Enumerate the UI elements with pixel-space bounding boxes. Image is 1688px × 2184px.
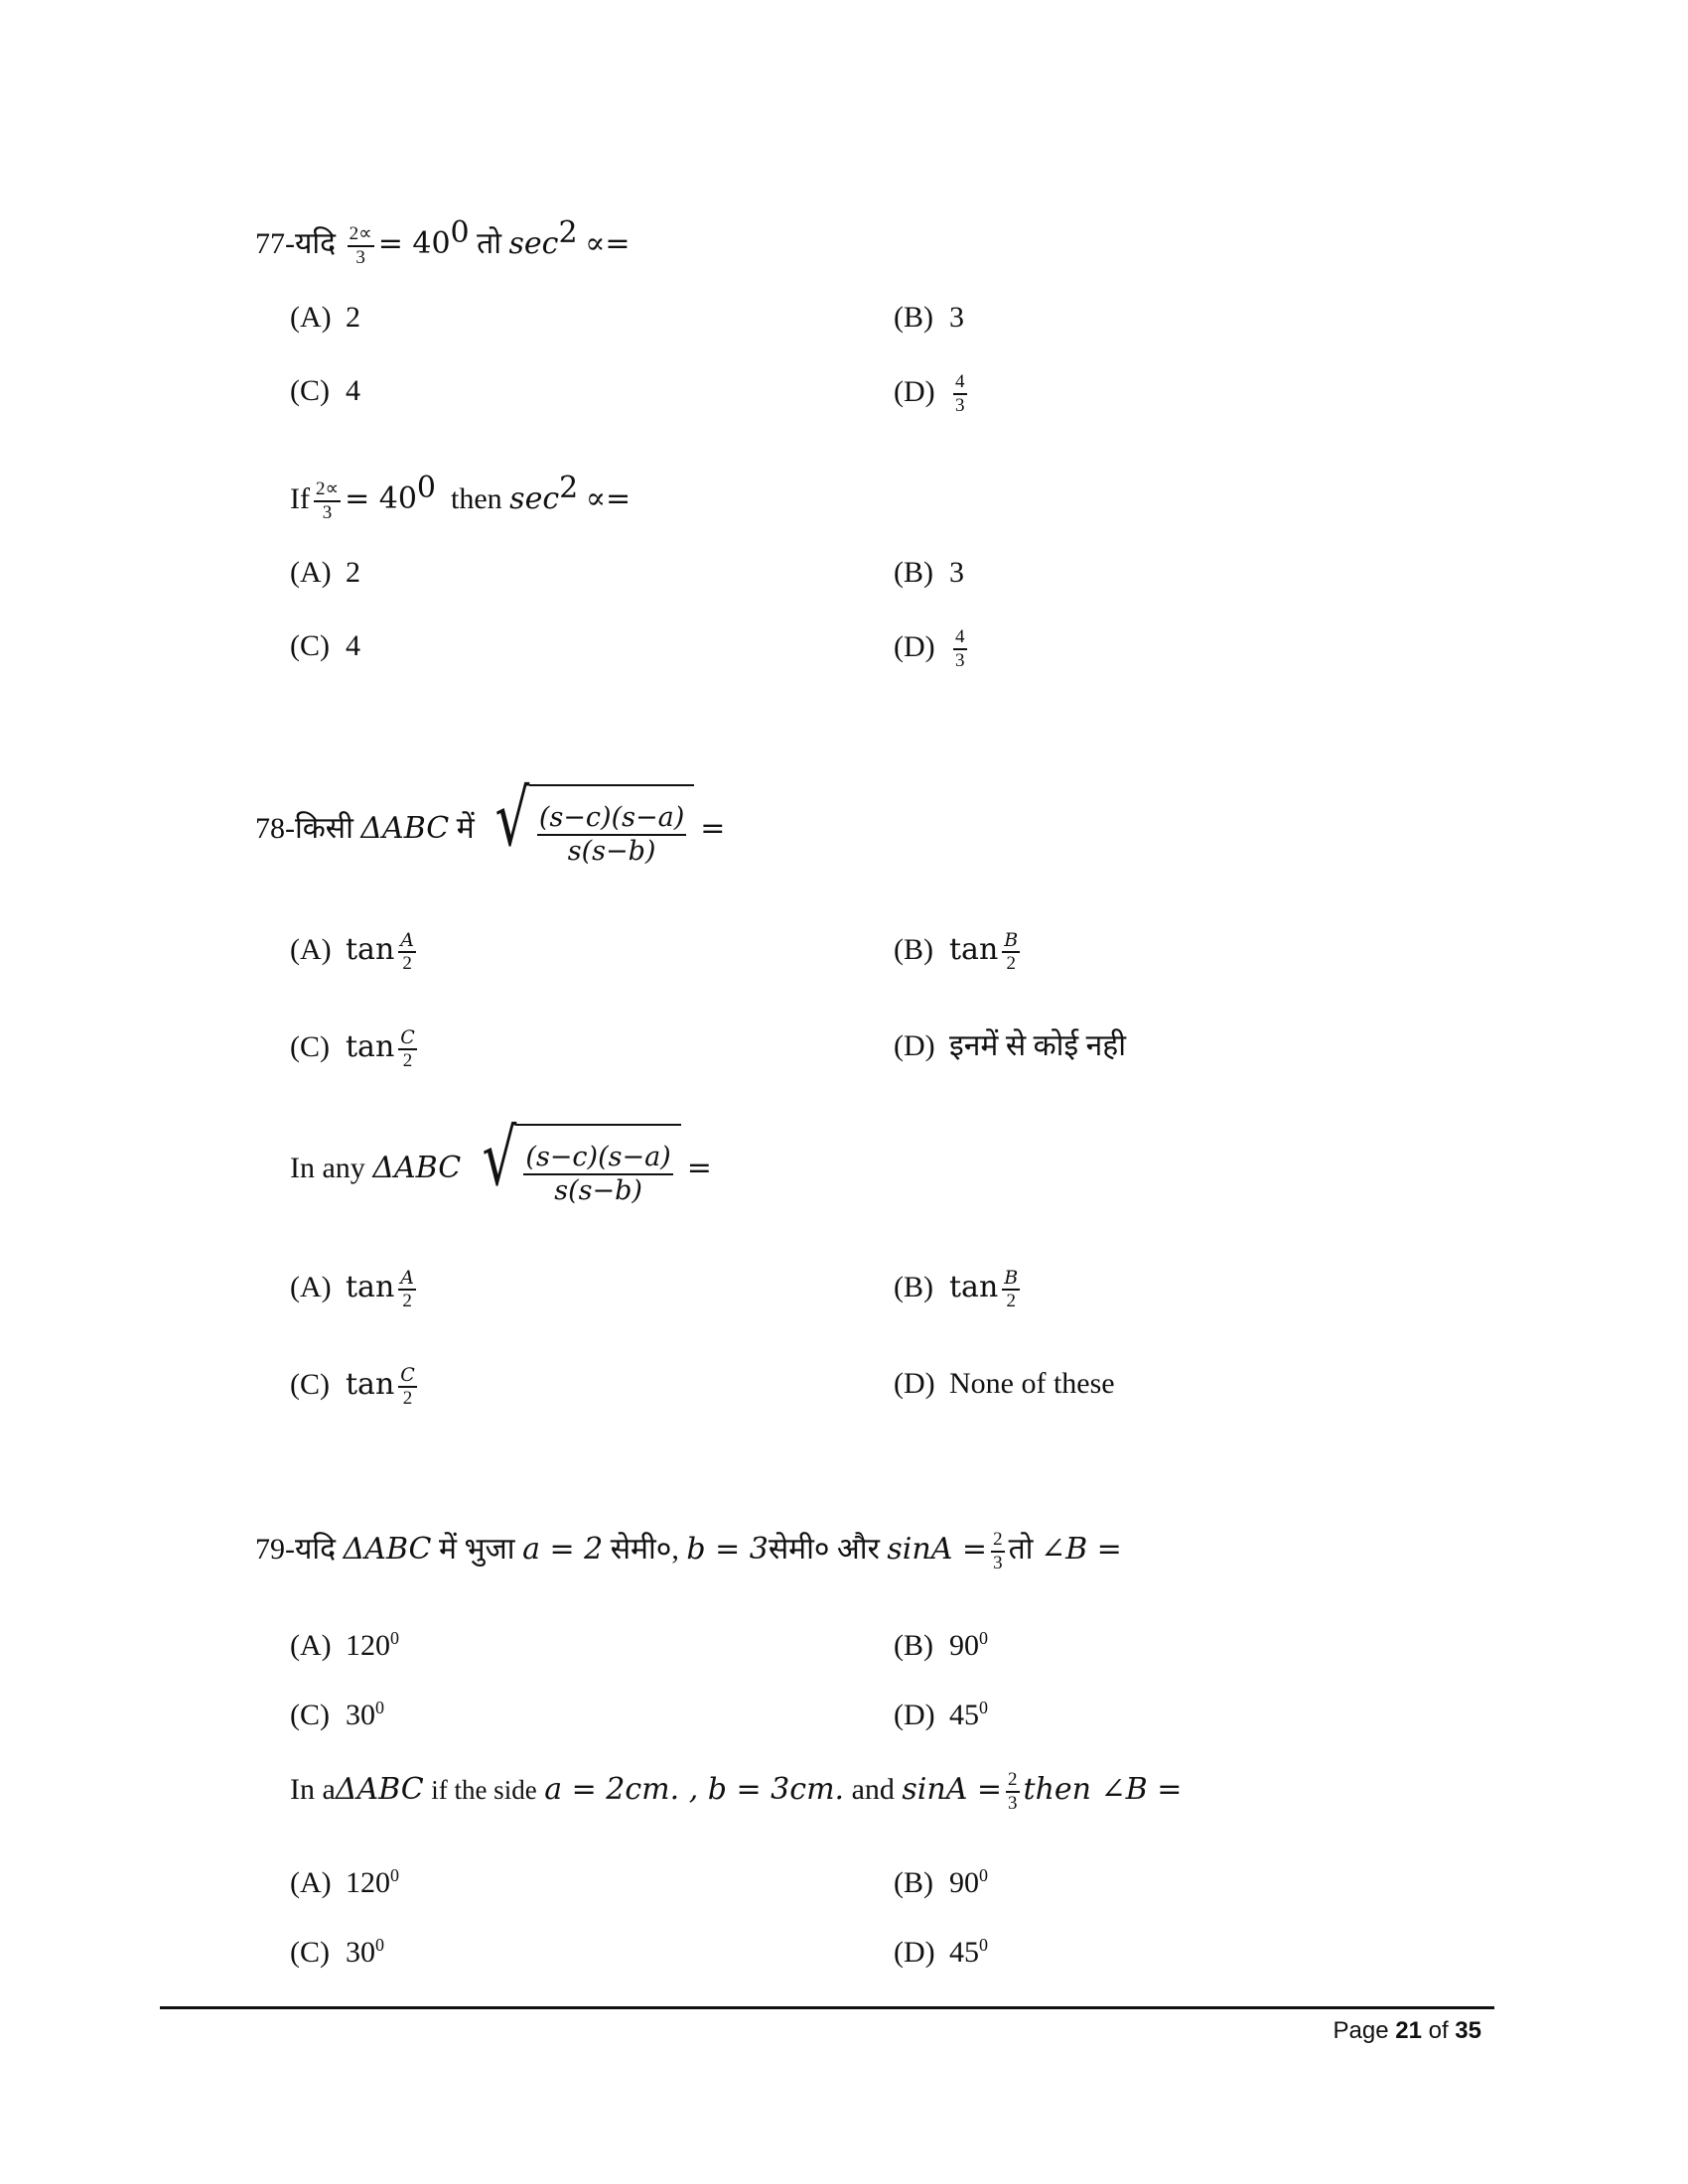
- option-label: (A): [290, 1866, 332, 1899]
- radical-sign: √: [494, 774, 530, 865]
- denominator: 2: [402, 1050, 413, 1071]
- q77-english-question: [290, 469, 631, 524]
- text: में: [456, 812, 475, 845]
- denominator: 2: [402, 953, 412, 974]
- q79-en-option-a[interactable]: [290, 1855, 399, 1903]
- text: यदि: [295, 1532, 337, 1566]
- denominator: 2: [1006, 1291, 1016, 1311]
- math: a = 2: [522, 1531, 604, 1567]
- option-label: (D): [894, 629, 935, 663]
- option-label: (D): [894, 374, 935, 408]
- option-label: (B): [894, 932, 933, 966]
- math: tan: [346, 1028, 395, 1064]
- text: किसी: [295, 812, 353, 845]
- numerator: (s−c)(s−a): [523, 1142, 672, 1175]
- math: sec: [509, 481, 560, 516]
- q78-hindi-question: [255, 774, 726, 878]
- numerator: C: [400, 1026, 415, 1048]
- q78-english-question: [290, 1114, 712, 1217]
- math: ΔABC: [360, 811, 450, 846]
- numerator: 4: [953, 626, 967, 650]
- option-label: (B): [894, 1866, 933, 1899]
- fraction: [398, 1026, 417, 1072]
- superscript: 0: [390, 1628, 399, 1648]
- q78-option-b[interactable]: [894, 929, 1024, 975]
- option-value: 3: [949, 556, 964, 589]
- option-label: (A): [290, 556, 332, 589]
- option-value: 30: [346, 1699, 375, 1731]
- text: ∝=: [585, 481, 632, 516]
- denominator: 3: [322, 502, 333, 524]
- fraction: [1002, 1267, 1020, 1312]
- numerator: A: [400, 1267, 414, 1289]
- option-label: (D): [894, 1029, 935, 1062]
- q78-option-c[interactable]: [290, 1026, 421, 1072]
- option-label: (C): [290, 1699, 330, 1731]
- q77-option-c[interactable]: [290, 371, 360, 411]
- math: tan: [949, 931, 999, 967]
- q79-hindi-question: [255, 1529, 1122, 1574]
- text: In any: [290, 1152, 365, 1184]
- superscript: 0: [375, 1935, 384, 1955]
- fraction: [523, 1142, 672, 1207]
- text: तो: [477, 227, 502, 260]
- option-label: (A): [290, 1270, 332, 1303]
- q77-en-option-b[interactable]: [894, 553, 964, 593]
- superscript: 0: [979, 1865, 988, 1885]
- math: tan: [346, 1366, 395, 1402]
- option-label: (C): [290, 1029, 330, 1063]
- fraction: [348, 223, 374, 269]
- text: then: [451, 482, 502, 515]
- q77-hindi-question: [255, 213, 631, 269]
- option-value: 45: [949, 1699, 979, 1731]
- superscript: 0: [979, 1935, 988, 1955]
- option-label: (B): [894, 301, 933, 334]
- option-label: (B): [894, 1629, 933, 1662]
- text: = 40: [377, 226, 451, 261]
- option-value: इनमें से कोई नही: [949, 1029, 1126, 1062]
- option-label: (C): [290, 374, 330, 407]
- option-value: 4: [346, 629, 360, 662]
- denominator: 2: [402, 1388, 413, 1409]
- q77-option-d[interactable]: [894, 371, 971, 417]
- fraction: [991, 1529, 1005, 1574]
- numerator: A: [400, 929, 414, 951]
- text: =: [686, 1151, 712, 1185]
- option-value: 2: [346, 556, 360, 589]
- option-value: 2: [346, 301, 360, 334]
- text: में भुजा: [439, 1532, 515, 1566]
- text: सेमी० और: [768, 1532, 880, 1566]
- option-label: (A): [290, 932, 332, 966]
- option-label: (C): [290, 1936, 330, 1969]
- q79-english-question: [290, 1769, 1182, 1815]
- question-number: 79-: [255, 1532, 295, 1566]
- superscript: 0: [450, 215, 470, 250]
- option-value: 45: [949, 1936, 979, 1969]
- denominator: 3: [955, 650, 965, 671]
- page-number: [1334, 2017, 1482, 2045]
- math: ΔABC: [343, 1531, 432, 1567]
- math: a = 2cm. , b = 3cm.: [544, 1771, 845, 1807]
- denominator: 3: [955, 395, 965, 416]
- q77-en-option-a[interactable]: [290, 553, 360, 593]
- denominator: 2: [402, 1291, 412, 1311]
- q78-en-option-d[interactable]: [894, 1364, 1115, 1404]
- q79-option-d[interactable]: [894, 1688, 988, 1735]
- fraction: [398, 1267, 416, 1312]
- numerator: B: [1004, 929, 1019, 951]
- fraction: [1002, 929, 1020, 975]
- numerator: 2∝: [314, 478, 341, 502]
- math: ΔABC: [335, 1771, 424, 1807]
- superscript: 2: [559, 471, 579, 505]
- superscript: 0: [375, 1698, 384, 1717]
- numerator: C: [400, 1364, 415, 1386]
- option-value: 3: [949, 301, 964, 334]
- question-number: 77-: [255, 227, 295, 260]
- superscript: 0: [979, 1698, 988, 1717]
- math: tan: [346, 1269, 395, 1304]
- text: In a: [290, 1772, 336, 1806]
- superscript: 0: [390, 1865, 399, 1885]
- q79-en-option-b[interactable]: [894, 1855, 988, 1903]
- option-label: (C): [290, 1367, 330, 1401]
- fraction: [953, 371, 967, 417]
- option-label: (A): [290, 1629, 332, 1662]
- numerator: (s−c)(s−a): [537, 802, 686, 836]
- option-label: (A): [290, 301, 332, 334]
- q78-en-option-b[interactable]: [894, 1267, 1024, 1312]
- math: then ∠B =: [1023, 1771, 1183, 1807]
- math: tan: [949, 1269, 999, 1304]
- text: सेमी०,: [610, 1532, 679, 1566]
- q79-en-option-d[interactable]: [894, 1925, 988, 1973]
- numerator: 2: [1006, 1769, 1020, 1793]
- square-root: [488, 774, 694, 878]
- option-value: 120: [346, 1629, 390, 1662]
- text: ∝=: [585, 226, 631, 261]
- math: b = 3: [686, 1531, 769, 1567]
- question-number: 78-: [255, 812, 295, 845]
- numerator: 2: [991, 1529, 1005, 1553]
- denominator: s(s−b): [567, 836, 656, 868]
- math: sec: [508, 226, 559, 261]
- math: ∠B =: [1040, 1531, 1122, 1567]
- denominator: 3: [993, 1553, 1003, 1573]
- superscript: 0: [979, 1628, 988, 1648]
- denominator: 3: [1008, 1793, 1018, 1814]
- text: =: [700, 811, 726, 846]
- q77-en-option-d[interactable]: [894, 626, 971, 672]
- fraction: [398, 1364, 417, 1410]
- current-page: 21: [1395, 2017, 1422, 2044]
- fraction: [1006, 1769, 1020, 1815]
- square-root: [475, 1114, 681, 1217]
- option-value: 120: [346, 1866, 390, 1899]
- q78-option-d[interactable]: [894, 1026, 1126, 1066]
- option-label: (D): [894, 1699, 935, 1731]
- q79-option-a[interactable]: [290, 1618, 399, 1666]
- q78-en-option-c[interactable]: [290, 1364, 421, 1410]
- math: ΔABC: [372, 1151, 462, 1185]
- radical-sign: √: [482, 1114, 516, 1204]
- option-value: 90: [949, 1866, 979, 1899]
- text: = 40: [345, 481, 417, 516]
- text: and: [851, 1772, 895, 1806]
- option-label: (B): [894, 556, 933, 589]
- math: sinA =: [902, 1771, 1003, 1807]
- q77-en-option-c[interactable]: [290, 626, 360, 666]
- option-label: (B): [894, 1270, 933, 1303]
- q79-option-c[interactable]: [290, 1688, 384, 1735]
- fraction: [314, 478, 341, 524]
- fraction: [537, 802, 686, 868]
- math: tan: [346, 931, 395, 967]
- option-value: 30: [346, 1936, 375, 1969]
- q78-option-a[interactable]: [290, 929, 420, 975]
- numerator: B: [1004, 1267, 1019, 1289]
- fraction: [953, 626, 967, 672]
- q79-option-b[interactable]: [894, 1618, 988, 1666]
- denominator: s(s−b): [554, 1175, 642, 1207]
- option-value: 4: [346, 374, 360, 407]
- superscript: 2: [558, 215, 578, 250]
- text: If: [290, 482, 310, 515]
- footer-divider: [160, 2006, 1494, 2009]
- option-value: 90: [949, 1629, 979, 1662]
- superscript: 0: [416, 471, 437, 505]
- option-value: None of these: [949, 1367, 1115, 1400]
- text: Page: [1333, 2017, 1389, 2044]
- q79-en-option-c[interactable]: [290, 1925, 384, 1973]
- numerator: 4: [953, 371, 967, 395]
- total-pages: 35: [1455, 2017, 1481, 2044]
- q77-option-a[interactable]: [290, 298, 360, 338]
- q77-option-b[interactable]: [894, 298, 964, 338]
- q78-en-option-a[interactable]: [290, 1267, 420, 1312]
- text: यदि: [295, 227, 337, 260]
- denominator: 2: [1006, 953, 1016, 974]
- text: तो: [1008, 1532, 1034, 1566]
- text: of: [1428, 2017, 1449, 2044]
- numerator: 2∝: [348, 223, 374, 247]
- option-label: (C): [290, 629, 330, 662]
- fraction: [398, 929, 416, 975]
- option-label: (D): [894, 1936, 935, 1969]
- text: if the side: [431, 1774, 537, 1805]
- math: sinA =: [887, 1531, 988, 1567]
- option-label: (D): [894, 1367, 935, 1400]
- denominator: 3: [355, 247, 365, 269]
